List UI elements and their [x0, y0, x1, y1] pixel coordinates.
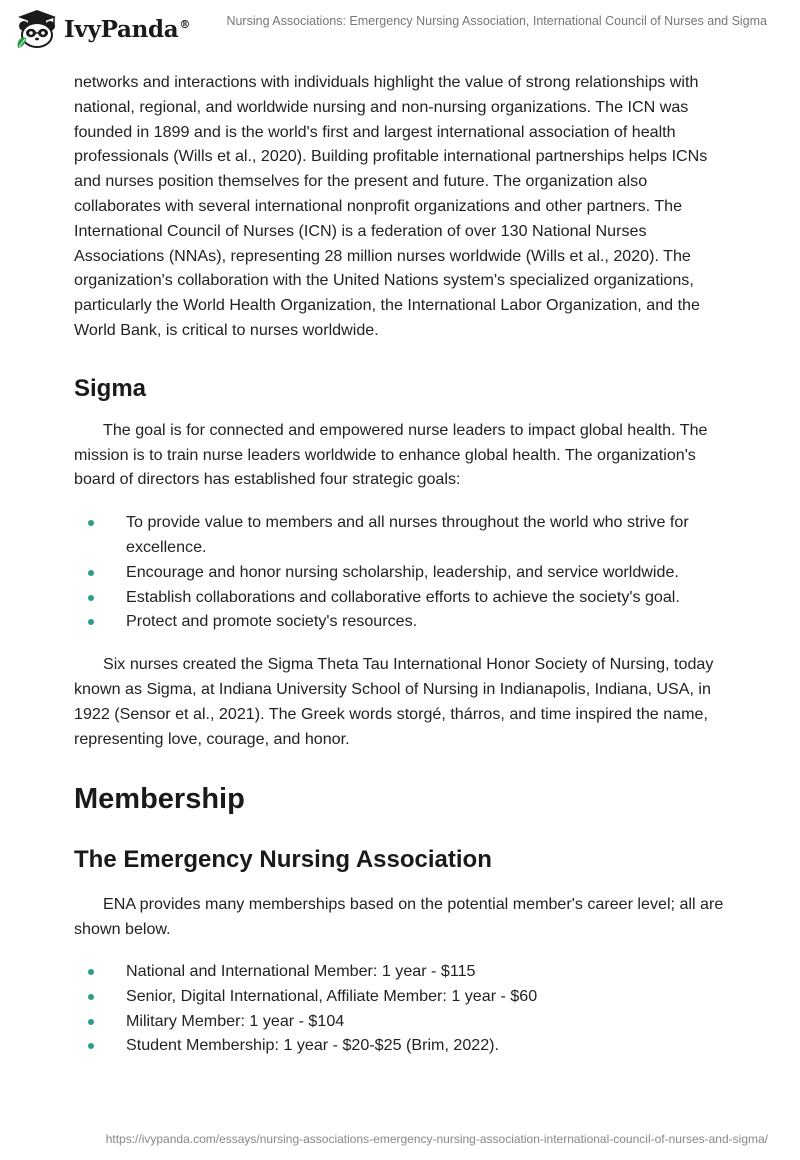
bullet-icon [88, 595, 94, 601]
page-header [0, 0, 800, 60]
ena-heading: The Emergency Nursing Association [74, 846, 492, 874]
sigma-history-paragraph: Six nurses created the Sigma Theta Tau International Honor Society of Nursing, today known as Sigma, at Indiana University School of Nursing in Indianapolis, Indiana, USA, in 1922 (Sensor et al., 2021). The Greek words storgé, thárros, and time inspired the name, representing love, courage, and honor. [74, 655, 714, 748]
list-item: Student Membership: 1 year - $20-$25 (Brim, 2022). [74, 1033, 734, 1058]
essay-content [74, 70, 734, 1058]
document-title: Nursing Associations: Emergency Nursing Association, International Council of Nurses and Sigma [226, 14, 767, 28]
list-item: Military Member: 1 year - $104 [74, 1009, 734, 1034]
sigma-goals-list [74, 510, 734, 634]
list-item: National and International Member: 1 year - $115 [74, 959, 734, 984]
intro-paragraph: networks and interactions with individuals highlight the value of strong relationships with national, regional, and worldwide nursing and non-nursing organizations. The ICN was founded in 1899 and is the world's first and largest international association of health professionals (Wills et al., 2020). Building profitable international partnerships helps ICNs and nurses position themselves for the present and future. The organization also collaborates with several international nonprofit organizations and other partners. The International Council of Nurses (ICN) is a federation of over 130 National Nurses Associations (NNAs), representing 28 million nurses worldwide (Wills et al., 2020). The organization's collaboration with the United Nations system's specialized organizations, particularly the World Health Organization, the International Labor Organization, and the World Bank, is critical to nurses worldwide. [74, 73, 708, 339]
brand-name: IvyPanda® [64, 15, 191, 43]
panda-logo-icon [14, 8, 60, 50]
ivypanda-logo[interactable] [14, 8, 190, 50]
bullet-icon [88, 994, 94, 1000]
bullet-icon [88, 570, 94, 576]
list-item: To provide value to members and all nurses throughout the world who strive for excellence. [74, 510, 734, 560]
footer-url[interactable]: https://ivypanda.com/essays/nursing-associations-emergency-nursing-association-international-council-of-nurses-and-sigma/ [105, 1132, 768, 1146]
bullet-icon [88, 969, 94, 975]
list-item: Encourage and honor nursing scholarship, leadership, and service worldwide. [74, 560, 734, 585]
ena-paragraph: ENA provides many memberships based on the potential member's career level; all are shown below. [74, 895, 724, 939]
membership-heading: Membership [74, 783, 245, 816]
bullet-icon [88, 520, 94, 526]
sigma-paragraph: The goal is for connected and empowered nurse leaders to impact global health. The mission is to train nurse leaders worldwide to enhance global health. The organization's board of directors has established four strategic goals: [74, 420, 708, 489]
bullet-icon [88, 1043, 94, 1049]
bullet-icon [88, 619, 94, 625]
sigma-heading: Sigma [74, 374, 147, 402]
list-item: Establish collaborations and collaborative efforts to achieve the society's goal. [74, 585, 734, 610]
list-item: Protect and promote society's resources. [74, 609, 734, 634]
list-item: Senior, Digital International, Affiliate Member: 1 year - $60 [74, 984, 734, 1009]
ena-membership-list [74, 959, 734, 1058]
bullet-icon [88, 1019, 94, 1025]
